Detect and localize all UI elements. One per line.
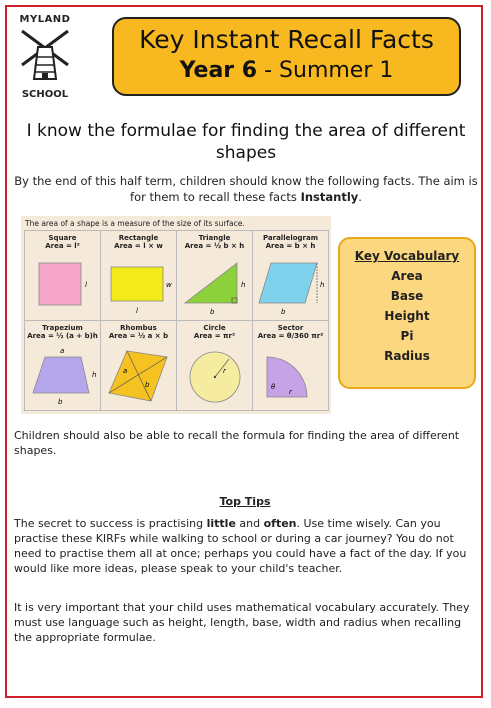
shape-formula: Area = ½ a × b (108, 332, 169, 340)
parallelogram-label-b: b (281, 308, 286, 316)
triangle-label-h: h (241, 281, 246, 289)
vocab-item: Radius (384, 349, 430, 363)
page-heading: I know the formulae for finding the area of different shapes (26, 121, 466, 163)
trapezium-label-b: b (58, 398, 63, 406)
logo-bottom-text: SCHOOL (21, 89, 69, 100)
shape-formula: Area = πr² (193, 332, 236, 340)
rectangle-label-l: l (136, 307, 138, 315)
shape-name: Rhombus (120, 324, 157, 332)
circle-shape (177, 347, 253, 411)
shape-cell-trapezium (25, 321, 101, 411)
sector-shape (253, 347, 329, 411)
area-formulae-figure (21, 216, 331, 414)
rhombus-label-a: a (123, 367, 128, 375)
triangle-label-b: b (210, 308, 215, 316)
shape-name: Triangle (198, 234, 231, 242)
windmill-icon (14, 25, 76, 83)
shape-name: Circle (203, 324, 226, 332)
shape-cell-triangle (177, 231, 253, 321)
shape-cell-square (25, 231, 101, 321)
shape-cell-rectangle (101, 231, 177, 321)
term-label: - Summer 1 (257, 58, 394, 83)
tips-paragraph-2: It is very important that your child uses mathematical vocabulary accurately. They must use language such as height, length, base, width and radius when recalling the appropriate formulae. (14, 601, 470, 644)
recall-note: Children should also be able to recall the formula for finding the area of different shapes. (14, 429, 460, 457)
parallelogram-shape (253, 257, 329, 321)
rectangle-shape (101, 257, 177, 321)
key-vocabulary-box (338, 237, 476, 389)
tips-paragraph-1: The secret to success is practising little and often. Use time wisely. Can you practise these KIRFs while walking to school or during a car journey? You do not need to practise them all at once; perhaps you could have a fact of the day. If you would like more ideas, please speak to your child's teacher. (14, 517, 467, 575)
top-tips-heading: Top Tips (219, 495, 271, 508)
shape-formula: Area = θ/360 πr² (257, 332, 324, 340)
title-line-1: Key Instant Recall Facts (139, 25, 434, 54)
vocab-item: Height (384, 309, 430, 323)
school-logo (14, 14, 76, 100)
year-label: Year 6 (179, 58, 258, 83)
instantly-emphasis: Instantly (300, 190, 359, 204)
shape-name: Square (48, 234, 77, 242)
vocab-item: Base (390, 289, 424, 303)
trapezium-label-h: h (92, 371, 97, 379)
rectangle-label-w: w (166, 281, 172, 289)
shape-cell-circle (177, 321, 253, 411)
shape-formula: Area = l × w (114, 242, 163, 250)
parallelogram-label-h: h (320, 281, 325, 289)
shape-name: Trapezium (42, 324, 83, 332)
rhombus-label-b: b (145, 381, 150, 389)
triangle-shape (177, 257, 253, 321)
shape-name: Parallelogram (262, 234, 319, 242)
shape-formula: Area = b × h (265, 242, 316, 250)
shape-formula: Area = ½ b × h (184, 242, 245, 250)
logo-top-text: MYLAND (19, 14, 71, 25)
figure-caption: The area of a shape is a measure of the size of its surface. (25, 219, 245, 228)
vocab-item: Area (391, 269, 423, 283)
shape-name: Sector (277, 324, 304, 332)
intro-text: By the end of this half term, children should know the following facts. The aim is for them to recall these facts Instantly. (14, 174, 478, 204)
trapezium-label-a: a (60, 347, 65, 355)
vocab-title: Key Vocabulary (354, 249, 460, 263)
sector-label-r: r (289, 388, 292, 396)
sector-label-theta: θ (271, 383, 276, 391)
trapezium-shape (25, 347, 101, 411)
circle-label-r: r (223, 367, 226, 375)
little-emphasis: little (206, 517, 236, 530)
shape-cell-parallelogram (253, 231, 329, 321)
often-emphasis: often (263, 517, 297, 530)
title-line-2 (114, 58, 459, 83)
shapes-grid (24, 230, 329, 411)
vocab-item: Pi (400, 329, 414, 343)
rhombus-shape (101, 347, 177, 411)
shape-cell-sector (253, 321, 329, 411)
square-label-l: l (85, 281, 87, 289)
square-shape (25, 257, 101, 321)
shape-formula: Area = l² (45, 242, 80, 250)
shape-name: Rectangle (118, 234, 159, 242)
shape-cell-rhombus (101, 321, 177, 411)
shape-formula: Area = ½ (a + b)h (27, 332, 98, 340)
title-banner (112, 17, 461, 96)
